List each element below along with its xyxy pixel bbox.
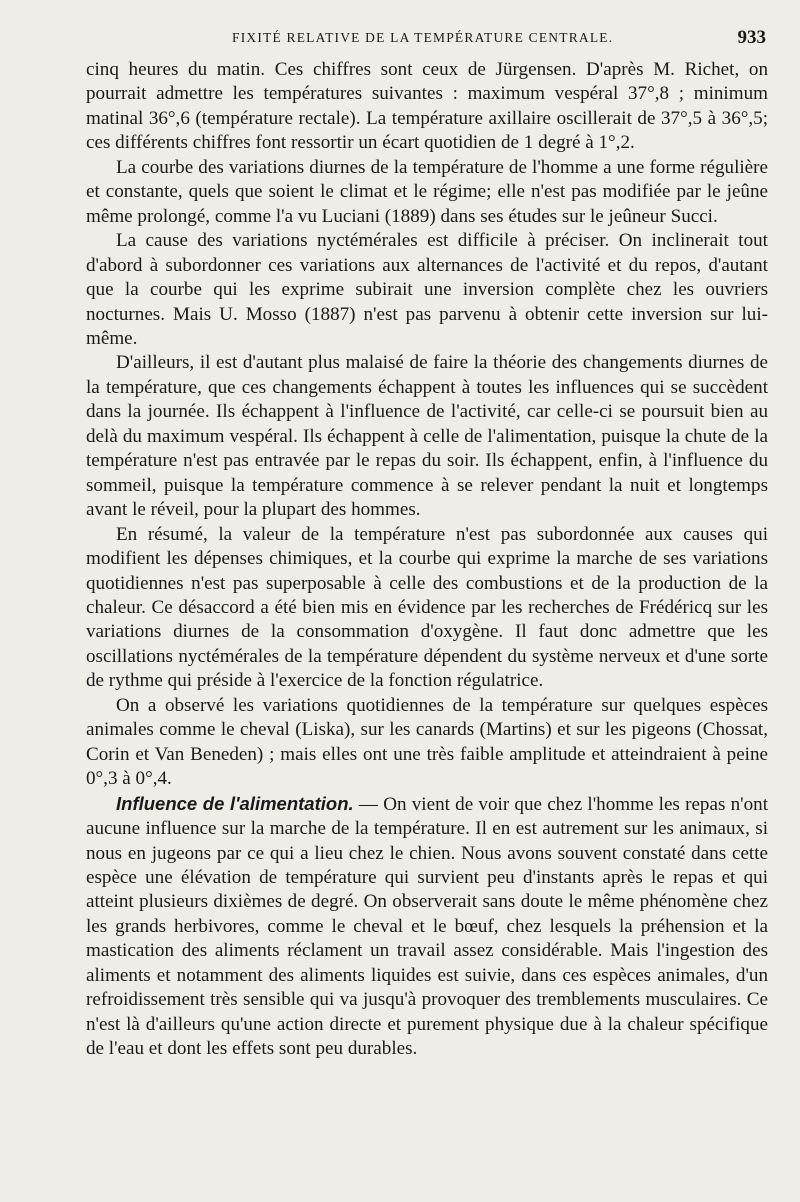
running-header [86,28,768,52]
paragraph-continued: cinq heures du matin. Ces chiffres sont ceux de Jürgensen. D'après M. Richet, on pourrait admettre les températures suivantes : maximum vespéral 37°,8 ; minimum matinal 36°,6 (température rectale). La température axillaire oscillerait de 37°,5 à 36°,5; ces différents chiffres font ressortir un écart quotidien de 1 degré à 1°,2. [86,59,768,154]
running-title: FIXITÉ RELATIVE DE LA TEMPÉRATURE CENTRALE. [232,30,614,45]
page-body [86,58,768,1062]
paragraph: La cause des variations nyctémérales est difficile à préciser. On inclinerait tout d'abord à subordonner ces variations aux alternances de l'activité et du repos, d'autant que la courbe qui les exprime subirait une inversion complète chez les ouvriers nocturnes. Mais U. Mosso (1887) n'est pas parvenu à obtenir cette inversion sur lui-même. [86,230,768,349]
paragraph: D'ailleurs, il est d'autant plus malaisé de faire la théorie des changements diurnes de la température, que ces changements échappent à toutes les influences qui se succèdent dans la journée. Ils échappent à l'influence de l'activité, car celle-ci se poursuit bien au delà du maximum vespéral. Ils échappent à celle de l'alimentation, puisque la chute de la température n'est pas entravée par le repas du soir. Ils échappent, enfin, à l'influence du sommeil, puisque la température commence à se relever pendant la nuit et longtemps avant le réveil, pour la plupart des hommes. [86,352,768,521]
page-number: 933 [737,27,766,48]
paragraph: En résumé, la valeur de la température n'est pas subordonnée aux causes qui modifient les dépenses chimiques, et la courbe qui exprime la marche de ses variations quotidiennes n'est pas superposable à celle des combustions et de la production de la chaleur. Ce désaccord a été bien mis en évidence par les recherches de Frédéricq sur les variations diurnes de la consommation d'oxygène. Il faut donc admettre que les oscillations nyctémérales de la température dépendent du système nerveux et d'une sorte de rythme qui préside à l'exercice de la fonction régulatrice. [86,523,768,692]
paragraph: On a observé les variations quotidiennes de la température sur quelques espèces animales comme le cheval (Liska), sur les canards (Martins) et sur les pigeons (Chossat, Corin et Van Beneden) ; mais elles ont une très faible amplitude et atteindraient à peine 0°,3 à 0°,4. [86,694,768,790]
section-text: — On vient de voir que chez l'homme les repas n'ont aucune influence sur la marche de la température. Il en est autrement sur les animaux, si nous en jugeons par ce qui a lieu chez le chien. Nous avons souvent constaté dans cette espèce une élévation de température qui survient peu d'instants après le repas et qui atteint plusieurs dixièmes de degré. On observerait sans doute le même phénomène chez les grands herbivores, comme le cheval et le bœuf, chez lesquels la préhension et la mastication des aliments réclament un travail assez considérable. Mais l'ingestion des aliments et notamment des aliments liquides est suivie, dans ces espèces animales, d'un refroidissement très sensible qui va jusqu'à provoquer des tremblements musculaires. Ce n'est là d'ailleurs qu'une action directe et purement physique due à la chaleur spécifique de l'eau et dont les effets sont peu durables. [86,793,768,1060]
section-paragraph [86,792,768,1062]
section-heading: Influence de l'alimentation. [116,792,354,814]
paragraph: La courbe des variations diurnes de la température de l'homme a une forme régulière et constante, quels que soient le climat et le régime; elle n'est pas modifiée par le jeûne même prolongé, comme l'a vu Luciani (1889) dans ses études sur le jeûneur Succi. [86,156,768,227]
